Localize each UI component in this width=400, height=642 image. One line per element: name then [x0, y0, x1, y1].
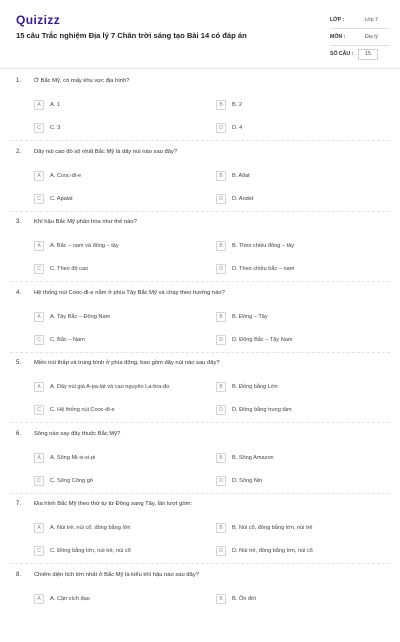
question-number: 4.	[16, 289, 22, 296]
answer-option[interactable]	[216, 99, 376, 111]
answer-option[interactable]	[216, 122, 376, 134]
question-divider	[10, 563, 390, 564]
question-divider	[10, 140, 390, 141]
option-letter-box: B	[216, 171, 226, 181]
question-text: Khí hậu Bắc Mỹ phân hóa như thế nào?	[34, 219, 137, 225]
option-letter-box: D	[216, 476, 226, 486]
option-text: B. Đông – Tây	[232, 313, 268, 320]
answer-option[interactable]	[34, 240, 194, 252]
question-divider	[10, 211, 390, 212]
option-letter-box: A	[34, 171, 44, 181]
answer-option[interactable]	[34, 263, 194, 275]
question-text: Chiếm diện tích lớn nhất ở Bắc Mỹ là kiểu khí hậu nào sau đây?	[34, 571, 199, 578]
option-text: D. Sông Nin	[232, 477, 263, 484]
option-letter-box: A	[34, 241, 44, 251]
meta-label: MÔN :	[330, 34, 346, 40]
option-letter-box: D	[216, 264, 226, 274]
option-letter-box: C	[34, 123, 44, 133]
option-letter-box: C	[34, 264, 44, 274]
question-number: 7.	[16, 501, 22, 507]
question-text: Dãy núi cao đồ sộ nhất Bắc Mỹ là dãy núi nào sau đây?	[34, 148, 178, 155]
option-text: B. Đồng bằng Lớn	[232, 384, 278, 390]
quizizz-logo: Quizizz	[16, 13, 61, 27]
option-letter-box: C	[34, 476, 44, 486]
option-text: A. Sông Mi-xi-xi-pi	[50, 454, 96, 461]
meta-row-class	[330, 12, 390, 29]
question-item	[0, 290, 400, 360]
option-text: A. Bắc – nam và đông – tây	[50, 243, 119, 249]
option-letter-box: C	[34, 546, 44, 556]
option-text: B. Núi cổ, đồng bằng lớn, núi trẻ	[232, 525, 313, 531]
option-text: A. Dãy núi già A-pa-lát và cao nguyên La-bra-đo	[50, 384, 170, 390]
option-letter-box: B	[216, 453, 226, 463]
option-letter-box: C	[34, 335, 44, 345]
question-text: Hệ thống núi Cooc-đi-e nằm ở phía Tây Bắc Mỹ và chạy theo hướng nào?	[34, 289, 225, 296]
option-text: C. Theo độ cao	[50, 266, 89, 272]
option-letter-box: A	[34, 382, 44, 392]
page-title: 15 câu Trắc nghiệm Địa lý 7 Chân trời sáng tạo Bài 14 có đáp án	[16, 31, 247, 40]
option-text: D. Núi trẻ, đồng bằng lớn, núi cổ	[232, 548, 313, 554]
answer-option[interactable]	[34, 193, 194, 205]
option-text: B. 2	[232, 102, 242, 108]
meta-value: Lớp 7	[364, 17, 378, 23]
option-letter-box: D	[216, 546, 226, 556]
option-letter-box: A	[34, 523, 44, 533]
question-text: Sông nào say đây thuộc Bắc Mỹ?	[34, 430, 121, 437]
answer-option[interactable]	[34, 593, 194, 605]
option-text: C. 3	[50, 125, 61, 131]
option-letter-box: B	[216, 382, 226, 392]
question-number: 3.	[16, 219, 22, 225]
answer-option[interactable]	[216, 593, 376, 605]
answer-option[interactable]	[216, 240, 376, 252]
option-text: D. 4	[232, 125, 243, 131]
option-text: C. Đồng bằng lớn, núi trẻ, núi cổ	[50, 548, 131, 554]
question-divider	[10, 352, 390, 353]
option-text: B. Ôn đới	[232, 595, 256, 602]
option-text: C. Bắc – Nam	[50, 336, 85, 343]
option-text: D. Đồng bằng trung tâm	[232, 407, 292, 413]
question-number: 2.	[16, 148, 22, 155]
option-letter-box: C	[34, 194, 44, 204]
option-letter-box: D	[216, 335, 226, 345]
answer-option[interactable]	[34, 99, 194, 111]
option-letter-box: A	[34, 453, 44, 463]
option-text: B. Theo chiều đông – tây	[232, 243, 295, 249]
answer-option[interactable]	[34, 381, 194, 393]
meta-value: Địa lý	[365, 34, 378, 40]
option-letter-box: D	[216, 194, 226, 204]
answer-option[interactable]	[216, 193, 376, 205]
worksheet-header	[0, 0, 400, 69]
answer-option[interactable]	[34, 170, 194, 182]
answer-option[interactable]	[34, 522, 194, 534]
option-text: C. Apalat	[50, 195, 73, 202]
question-item	[0, 149, 400, 219]
answer-option[interactable]	[34, 311, 194, 323]
question-divider	[10, 422, 390, 423]
meta-label: LỚP :	[330, 17, 345, 23]
answer-option[interactable]	[34, 404, 194, 416]
option-letter-box: A	[34, 100, 44, 110]
question-number: 5.	[16, 360, 22, 366]
answer-option[interactable]	[216, 522, 376, 534]
answer-option[interactable]	[216, 452, 376, 464]
option-text: B. Atlat	[232, 172, 250, 179]
option-text: D. Đông Bắc – Tây Nam	[232, 336, 293, 343]
option-letter-box: B	[216, 100, 226, 110]
answer-option[interactable]	[216, 334, 376, 346]
question-number: 6.	[16, 430, 22, 437]
answer-option[interactable]	[216, 545, 376, 557]
answer-option[interactable]	[34, 545, 194, 557]
answer-option[interactable]	[34, 334, 194, 346]
option-letter-box: A	[34, 312, 44, 322]
answer-option[interactable]	[216, 404, 376, 416]
option-letter-box: B	[216, 594, 226, 604]
question-item	[0, 219, 400, 289]
option-text: A. Cận xích đạo	[50, 595, 90, 602]
question-number: 8.	[16, 571, 22, 578]
option-text: A. 1	[50, 102, 60, 108]
answer-option[interactable]	[216, 170, 376, 182]
option-text: A. Cooc-đi-e	[50, 172, 82, 179]
option-letter-box: D	[216, 123, 226, 133]
question-divider	[10, 493, 390, 494]
option-letter-box: D	[216, 405, 226, 415]
answer-option[interactable]	[34, 122, 194, 134]
option-letter-box: A	[34, 594, 44, 604]
question-number: 1.	[16, 78, 22, 84]
option-text: C. Hệ thống núi Cooc-đi-e	[50, 407, 115, 413]
question-item	[0, 360, 400, 430]
option-letter-box: B	[216, 523, 226, 533]
question-item	[0, 572, 400, 642]
question-text: Miền núi thấp và trung bình ở phía đông, bao gồm dãy núi nào sau đây?	[34, 360, 220, 366]
question-text: Ở Bắc Mỹ, có mấy khu vực địa hình?	[34, 78, 130, 84]
option-text: D. Andet	[232, 195, 254, 202]
answer-option[interactable]	[216, 381, 376, 393]
answer-option[interactable]	[216, 311, 376, 323]
option-text: D. Theo chiều bắc – nam	[232, 266, 295, 272]
question-count-box: 15	[358, 49, 378, 60]
question-item	[0, 78, 400, 148]
option-text: A. Núi trẻ, núi cổ, đồng bằng lớn	[50, 525, 131, 531]
question-text: Địa hình Bắc Mỹ theo thứ tự từ Đông sang Tây, lần lượt gồm:	[34, 501, 192, 507]
option-text: B. Sông Amazon	[232, 454, 274, 461]
answer-option[interactable]	[216, 475, 376, 487]
option-letter-box: C	[34, 405, 44, 415]
question-item	[0, 501, 400, 571]
option-text: A. Tây Bắc – Đông Nam	[50, 313, 111, 320]
option-text: C. Sông Công gô	[50, 477, 93, 484]
question-divider	[10, 281, 390, 282]
answer-option[interactable]	[216, 263, 376, 275]
answer-option[interactable]	[34, 452, 194, 464]
worksheet-meta	[330, 12, 390, 62]
meta-row-count	[330, 46, 390, 62]
answer-option[interactable]	[34, 475, 194, 487]
option-letter-box: B	[216, 241, 226, 251]
meta-row-subject	[330, 29, 390, 46]
question-item	[0, 431, 400, 501]
option-letter-box: B	[216, 312, 226, 322]
meta-label: SỐ CÂU :	[330, 51, 354, 57]
